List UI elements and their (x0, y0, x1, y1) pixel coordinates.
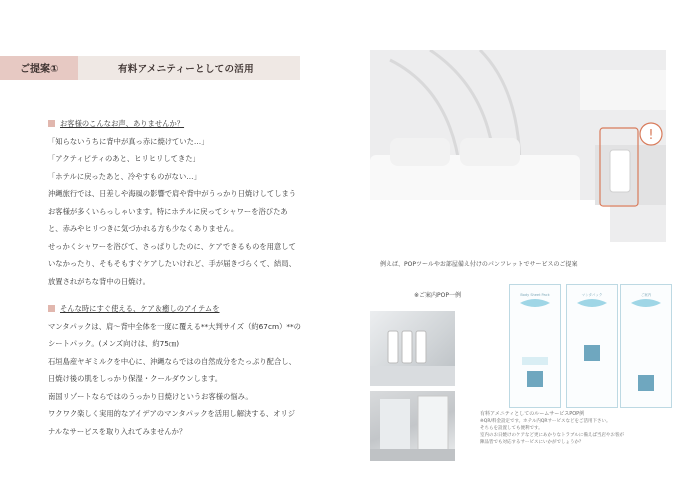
hotel-room-photo (370, 50, 666, 242)
pop-card-art (510, 285, 560, 407)
text-line: マンタパックは、肩～背中全体を一度に覆える**大判サイズ（約67cm）**の (48, 321, 301, 331)
header-tag-label: ご提案① (20, 64, 59, 75)
square-bullet-icon (48, 305, 55, 312)
text-line: 日焼け後の肌をしっかり保湿・クールダウンします。 (48, 374, 223, 383)
text-line: シートパック。(メンズ向けは、約75㎝) (48, 339, 180, 348)
section-heading: そんな時にすぐ使える、ケア＆癒しのアイテムを (48, 300, 301, 318)
text-line: せっかくシャワーを浴びて、さっぱりしたのに、ケアできるものを用意して (48, 241, 296, 251)
pop-card-label: Body Sheet Pack (520, 293, 550, 297)
note-line: 室内のお日焼けのケアなど更にあかりなトラブルに備えば当店やお客が (480, 433, 624, 438)
pop-label: ※ご案内POP一例 (414, 292, 461, 299)
pop-card-label: ご案内 (640, 293, 652, 297)
text-line: と、赤みやヒリつきに気づかれる方も少なくありません。 (48, 224, 239, 233)
text-line: 「ホテルに戻ったあと、冷やすものがない…」 (48, 171, 201, 181)
text-line: いなかったり、そもそもすぐケアしたいけれど、手が届きづらくて、結局、 (48, 259, 296, 268)
bathroom-amenities-photo (370, 311, 455, 386)
pop-caption: 例えば、POPツールやお部屋備え付けのパンフレットでサービスのご提案 (380, 261, 578, 268)
text-line: 南国リゾートならではのうっかり日焼けというお客様の悩み。 (48, 391, 253, 401)
text-line: 放置されがちな背中の日焼け。 (48, 276, 150, 286)
pop-card (566, 284, 618, 408)
pop-card (620, 284, 672, 408)
section-heading: お客様のこんなお声、ありませんか？ (48, 115, 296, 133)
text-line: 「知らないうちに背中が真っ赤に焼けていた…」 (48, 136, 209, 146)
page-title: 有料アメニティーとしての活用 (118, 64, 254, 75)
header-tag (0, 56, 78, 80)
bathroom-illustration (370, 391, 455, 461)
text-line: 沖縄旅行では、日差しや海風の影響で肩や背中がうっかり日焼けしてしまう (48, 189, 297, 198)
bathroom-photo (370, 391, 455, 461)
section-customer-voices (48, 115, 296, 290)
square-bullet-icon (48, 120, 55, 127)
text-line: お客様が多くいらっしゃいます。特にホテルに戻ってシャワーを浴びたあ (48, 206, 288, 216)
text-line: ワクワク楽しく実用的なアイデアのマンタパックを活用し解決する、オリジ (48, 409, 296, 418)
pop-card-art (567, 285, 617, 407)
exclamation-icon: ! (648, 128, 654, 143)
section-solution (48, 300, 301, 440)
text-line: 石垣島産ヤギミルクを中心に、沖縄ならではの自然成分をたっぷり配合し、 (48, 356, 296, 366)
note-line: ※QR/料金設定です。ホテル内QRサービスなどをご活用下さい。 (480, 419, 611, 424)
pop-note (480, 411, 665, 446)
note-title: 有料アメニティとしてのルームサービスPOP例 (480, 411, 585, 417)
pop-card (509, 284, 561, 408)
text-line: ナルなサービスを取り入れてみませんか？ (48, 426, 187, 436)
note-line: 陳品皆でも対応するサービスにいかがでしょうか？ (480, 440, 584, 445)
bottles-illustration (370, 311, 455, 386)
text-line: 「アクティビティのあと、ヒリヒリしてきた」 (48, 154, 200, 163)
pop-card-label: マンタパック (581, 293, 603, 297)
hotel-room-illustration (370, 50, 666, 242)
pop-card-art (621, 285, 671, 407)
note-line: そちらを設置しても便利です。 (480, 426, 543, 431)
